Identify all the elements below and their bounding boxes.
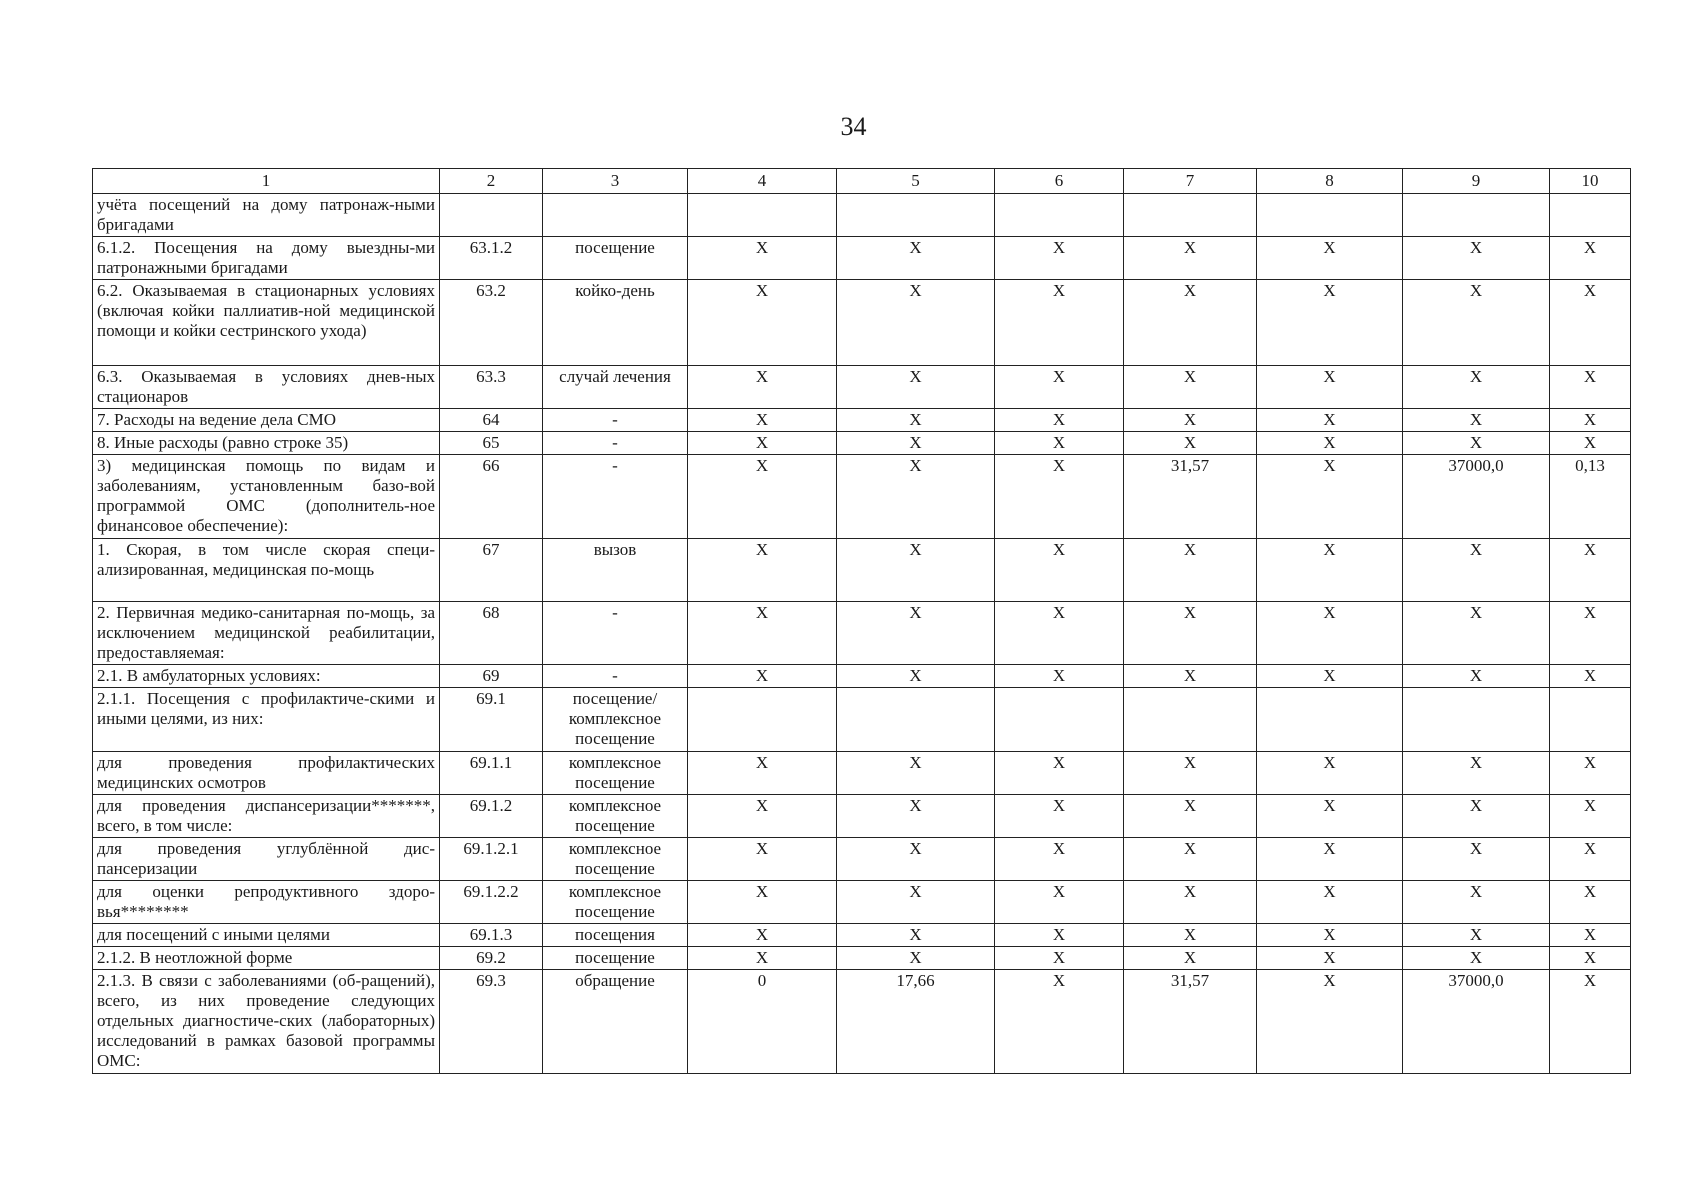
row-name-cell: для проведения профилактических медицинских осмотров <box>93 752 440 795</box>
value-cell: Х <box>837 838 995 881</box>
value-cell: Х <box>1550 409 1631 432</box>
unit-cell: - <box>543 455 688 539</box>
value-cell: Х <box>1257 455 1403 539</box>
table-row <box>93 924 1631 947</box>
value-cell: Х <box>995 602 1124 665</box>
value-cell: Х <box>1124 366 1257 409</box>
value-cell: Х <box>1550 366 1631 409</box>
value-cell: Х <box>1403 665 1550 688</box>
value-cell <box>688 194 837 237</box>
row-code-cell: 69.2 <box>440 947 543 970</box>
table-row <box>93 432 1631 455</box>
value-cell: Х <box>1124 409 1257 432</box>
value-cell: Х <box>1124 237 1257 280</box>
row-code-cell: 63.1.2 <box>440 237 543 280</box>
column-number: 1 <box>93 169 440 194</box>
value-cell: Х <box>1257 366 1403 409</box>
value-cell: Х <box>1124 838 1257 881</box>
value-cell <box>1550 688 1631 752</box>
value-cell: Х <box>1550 970 1631 1074</box>
value-cell: Х <box>995 881 1124 924</box>
value-cell: Х <box>995 366 1124 409</box>
value-cell: Х <box>688 237 837 280</box>
value-cell: Х <box>837 366 995 409</box>
value-cell: Х <box>1403 280 1550 366</box>
value-cell <box>995 688 1124 752</box>
unit-cell: посещение <box>543 947 688 970</box>
value-cell: Х <box>995 409 1124 432</box>
value-cell: Х <box>1550 795 1631 838</box>
table-row <box>93 539 1631 602</box>
table-row <box>93 688 1631 752</box>
value-cell: 0,13 <box>1550 455 1631 539</box>
value-cell: Х <box>1403 947 1550 970</box>
column-number-row <box>93 169 1631 194</box>
value-cell: Х <box>837 881 995 924</box>
row-name-cell: для проведения углублённой дис-пансеризации <box>93 838 440 881</box>
unit-cell: обращение <box>543 970 688 1074</box>
row-code-cell: 65 <box>440 432 543 455</box>
value-cell: Х <box>995 838 1124 881</box>
table-row <box>93 881 1631 924</box>
table-row <box>93 752 1631 795</box>
unit-cell: - <box>543 409 688 432</box>
unit-cell: комплексное посещение <box>543 838 688 881</box>
financing-table <box>92 168 1631 1074</box>
value-cell: Х <box>995 947 1124 970</box>
unit-cell: комплексное посещение <box>543 752 688 795</box>
value-cell: Х <box>1403 795 1550 838</box>
value-cell <box>995 194 1124 237</box>
value-cell: Х <box>995 795 1124 838</box>
value-cell: Х <box>837 455 995 539</box>
row-name-cell: 3) медицинская помощь по видам и заболеваниям, установленным базо-вой программой ОМС (дополнитель-ное финансовое обеспечение): <box>93 455 440 539</box>
value-cell: Х <box>1403 366 1550 409</box>
value-cell <box>1124 688 1257 752</box>
value-cell: Х <box>1403 409 1550 432</box>
value-cell: 17,66 <box>837 970 995 1074</box>
unit-cell: койко-день <box>543 280 688 366</box>
value-cell: Х <box>1403 881 1550 924</box>
value-cell: Х <box>1257 237 1403 280</box>
unit-cell: комплексное посещение <box>543 795 688 838</box>
value-cell: Х <box>1124 947 1257 970</box>
column-number: 8 <box>1257 169 1403 194</box>
value-cell: Х <box>1257 838 1403 881</box>
row-code-cell: 69.1 <box>440 688 543 752</box>
value-cell: Х <box>1124 432 1257 455</box>
table-row <box>93 194 1631 237</box>
unit-cell: посещение <box>543 237 688 280</box>
value-cell: Х <box>688 752 837 795</box>
value-cell <box>837 688 995 752</box>
row-code-cell <box>440 194 543 237</box>
row-code-cell: 64 <box>440 409 543 432</box>
value-cell: Х <box>837 280 995 366</box>
column-number: 3 <box>543 169 688 194</box>
row-name-cell: 2.1. В амбулаторных условиях: <box>93 665 440 688</box>
row-name-cell: 2. Первичная медико-санитарная по-мощь, за исключением медицинской реабилитации, предоставляемая: <box>93 602 440 665</box>
value-cell: Х <box>688 795 837 838</box>
row-code-cell: 69.1.2 <box>440 795 543 838</box>
value-cell: Х <box>1550 539 1631 602</box>
value-cell: Х <box>995 539 1124 602</box>
row-name-cell: 2.1.2. В неотложной форме <box>93 947 440 970</box>
value-cell: Х <box>1550 665 1631 688</box>
value-cell: Х <box>837 409 995 432</box>
table-row <box>93 838 1631 881</box>
unit-cell: посещение/ комплексное посещение <box>543 688 688 752</box>
row-name-cell: для проведения диспансеризации*******, всего, в том числе: <box>93 795 440 838</box>
value-cell: Х <box>1403 237 1550 280</box>
value-cell: Х <box>995 752 1124 795</box>
column-number: 4 <box>688 169 837 194</box>
row-name-cell: 6.1.2. Посещения на дому выездны-ми патронажными бригадами <box>93 237 440 280</box>
unit-cell: - <box>543 432 688 455</box>
value-cell: Х <box>1550 947 1631 970</box>
value-cell: Х <box>837 237 995 280</box>
unit-cell <box>543 194 688 237</box>
row-name-cell: 2.1.3. В связи с заболеваниями (об-ращений), всего, из них проведение следующих отдельных диагностиче-ских (лабораторных) исследований в рамках базовой программы ОМС: <box>93 970 440 1074</box>
row-name-cell: для посещений с иными целями <box>93 924 440 947</box>
value-cell: Х <box>1550 752 1631 795</box>
value-cell: 31,57 <box>1124 455 1257 539</box>
value-cell <box>1550 194 1631 237</box>
unit-cell: комплексное посещение <box>543 881 688 924</box>
value-cell: Х <box>1550 237 1631 280</box>
value-cell: Х <box>1124 881 1257 924</box>
value-cell <box>837 194 995 237</box>
table-row <box>93 947 1631 970</box>
unit-cell: - <box>543 602 688 665</box>
value-cell: Х <box>1403 539 1550 602</box>
value-cell: Х <box>1257 432 1403 455</box>
value-cell: Х <box>1124 602 1257 665</box>
value-cell: Х <box>688 838 837 881</box>
value-cell: Х <box>837 924 995 947</box>
row-name-cell: 1. Скорая, в том числе скорая специ-ализированная, медицинская по-мощь <box>93 539 440 602</box>
column-number: 2 <box>440 169 543 194</box>
value-cell: Х <box>1550 602 1631 665</box>
row-code-cell: 69.1.2.1 <box>440 838 543 881</box>
value-cell: Х <box>995 970 1124 1074</box>
unit-cell: вызов <box>543 539 688 602</box>
value-cell: Х <box>688 432 837 455</box>
value-cell <box>1124 194 1257 237</box>
page-number: 34 <box>840 112 867 141</box>
value-cell: Х <box>837 602 995 665</box>
value-cell: 31,57 <box>1124 970 1257 1074</box>
value-cell: Х <box>837 947 995 970</box>
value-cell: Х <box>1403 838 1550 881</box>
value-cell: Х <box>995 455 1124 539</box>
value-cell: Х <box>837 539 995 602</box>
value-cell: 37000,0 <box>1403 970 1550 1074</box>
unit-cell: - <box>543 665 688 688</box>
value-cell: Х <box>1550 924 1631 947</box>
value-cell: Х <box>688 280 837 366</box>
table-row <box>93 455 1631 539</box>
value-cell: Х <box>837 432 995 455</box>
row-name-cell: 6.2. Оказываемая в стационарных условиях (включая койки паллиатив-ной медицинской помощи и койки сестринского ухода) <box>93 280 440 366</box>
value-cell <box>688 688 837 752</box>
row-name-cell: 8. Иные расходы (равно строке 35) <box>93 432 440 455</box>
value-cell: Х <box>1550 432 1631 455</box>
value-cell: Х <box>688 602 837 665</box>
value-cell: Х <box>1257 881 1403 924</box>
column-number: 10 <box>1550 169 1631 194</box>
column-number: 7 <box>1124 169 1257 194</box>
value-cell: Х <box>837 752 995 795</box>
value-cell: Х <box>1124 539 1257 602</box>
value-cell: Х <box>995 665 1124 688</box>
table-row <box>93 602 1631 665</box>
value-cell: Х <box>1257 539 1403 602</box>
value-cell: Х <box>1550 838 1631 881</box>
row-code-cell: 67 <box>440 539 543 602</box>
value-cell: Х <box>688 881 837 924</box>
value-cell: Х <box>1124 280 1257 366</box>
value-cell: Х <box>995 924 1124 947</box>
value-cell: Х <box>1403 924 1550 947</box>
column-number: 9 <box>1403 169 1550 194</box>
value-cell: Х <box>995 432 1124 455</box>
table-row <box>93 237 1631 280</box>
table-row <box>93 409 1631 432</box>
unit-cell: посещения <box>543 924 688 947</box>
value-cell: Х <box>1257 947 1403 970</box>
value-cell: Х <box>1257 795 1403 838</box>
value-cell: Х <box>1124 752 1257 795</box>
value-cell: Х <box>1124 924 1257 947</box>
value-cell: Х <box>688 947 837 970</box>
value-cell: Х <box>995 280 1124 366</box>
value-cell: Х <box>837 665 995 688</box>
value-cell: Х <box>1257 409 1403 432</box>
value-cell <box>1403 194 1550 237</box>
value-cell: Х <box>1124 795 1257 838</box>
value-cell: Х <box>688 366 837 409</box>
column-number: 5 <box>837 169 995 194</box>
value-cell: Х <box>688 455 837 539</box>
row-code-cell: 69.1.1 <box>440 752 543 795</box>
value-cell: Х <box>1257 970 1403 1074</box>
value-cell: 37000,0 <box>1403 455 1550 539</box>
row-code-cell: 69.1.2.2 <box>440 881 543 924</box>
row-code-cell: 63.3 <box>440 366 543 409</box>
value-cell: Х <box>1257 280 1403 366</box>
row-name-cell: учёта посещений на дому патронаж-ными бригадами <box>93 194 440 237</box>
value-cell: Х <box>1124 665 1257 688</box>
row-name-cell: 6.3. Оказываемая в условиях днев-ных стационаров <box>93 366 440 409</box>
table-row <box>93 665 1631 688</box>
column-number: 6 <box>995 169 1124 194</box>
value-cell: Х <box>995 237 1124 280</box>
value-cell: Х <box>688 539 837 602</box>
table-row <box>93 366 1631 409</box>
value-cell: Х <box>688 924 837 947</box>
value-cell: Х <box>1403 432 1550 455</box>
row-name-cell: 2.1.1. Посещения с профилактиче-скими и иными целями, из них: <box>93 688 440 752</box>
row-name-cell: для оценки репродуктивного здоро-вья******** <box>93 881 440 924</box>
value-cell <box>1257 688 1403 752</box>
value-cell: 0 <box>688 970 837 1074</box>
table-row <box>93 280 1631 366</box>
value-cell: Х <box>837 795 995 838</box>
value-cell <box>1257 194 1403 237</box>
table-row <box>93 970 1631 1074</box>
value-cell: Х <box>1403 602 1550 665</box>
value-cell: Х <box>688 409 837 432</box>
row-code-cell: 63.2 <box>440 280 543 366</box>
unit-cell: случай лечения <box>543 366 688 409</box>
row-code-cell: 68 <box>440 602 543 665</box>
row-code-cell: 69 <box>440 665 543 688</box>
value-cell <box>1403 688 1550 752</box>
value-cell: Х <box>1257 752 1403 795</box>
row-code-cell: 69.3 <box>440 970 543 1074</box>
value-cell: Х <box>1550 280 1631 366</box>
value-cell: Х <box>1257 602 1403 665</box>
row-code-cell: 69.1.3 <box>440 924 543 947</box>
row-name-cell: 7. Расходы на ведение дела СМО <box>93 409 440 432</box>
value-cell: Х <box>1403 752 1550 795</box>
value-cell: Х <box>688 665 837 688</box>
value-cell: Х <box>1257 924 1403 947</box>
table-row <box>93 795 1631 838</box>
value-cell: Х <box>1257 665 1403 688</box>
row-code-cell: 66 <box>440 455 543 539</box>
value-cell: Х <box>1550 881 1631 924</box>
